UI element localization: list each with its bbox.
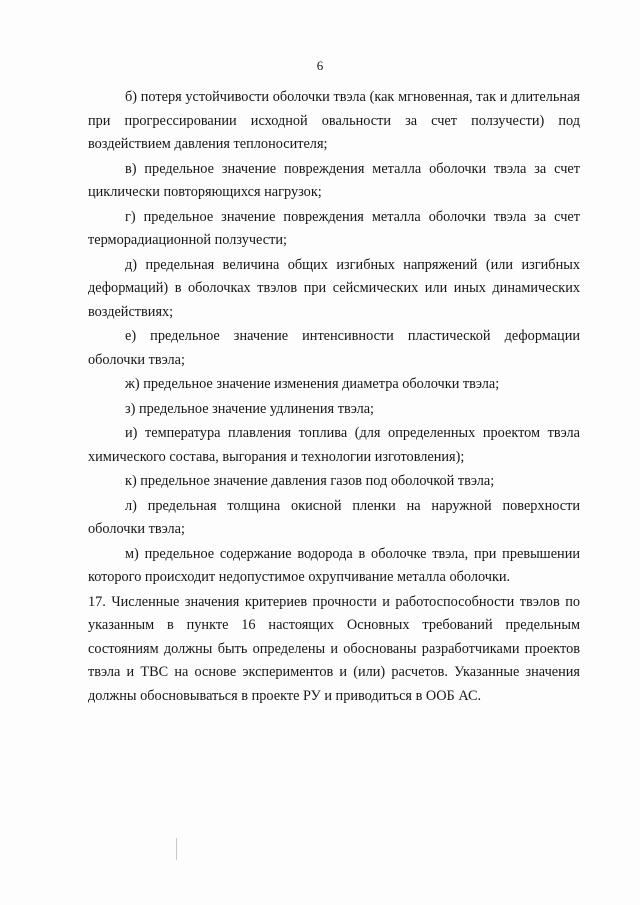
- scan-artifact-line: [176, 838, 177, 860]
- list-item-d: д) предельная величина общих изгибных напряжений (или изгибных деформаций) в оболочках твэлов при сейсмических или иных динамических воздействиях;: [88, 256, 580, 320]
- page-number: 6: [316, 58, 324, 73]
- list-item-e: е) предельное значение интенсивности пластической деформации оболочки твэла;: [88, 328, 580, 368]
- section-17-paragraph: 17. Численные значения критериев прочности и работоспособности твэлов по указанным в пункте 16 настоящих Основных требований предельным состояниям должны быть определены и обоснованы разработчиками проектов твэла и ТВС на основе экспериментов и (или) расчетов. Указанные значения должны обосновываться в проекте РУ и приводиться в ООБ АС.: [88, 593, 580, 704]
- list-item-v: в) предельное значение повреждения металла оболочки твэла за счет циклически повторяющихся нагрузок;: [88, 160, 580, 200]
- list-item-i: и) температура плавления топлива (для определенных проектом твэла химического состава, выгорания и технологии изготовления);: [88, 425, 580, 465]
- list-item-m: м) предельное содержание водорода в оболочке твэла, при превышении которого происходит недопустимое охрупчивание металла оболочки.: [88, 545, 580, 585]
- list-item-b: б) потеря устойчивости оболочки твэла (как мгновенная, так и длительная при прогрессировании исходной овальности за счет ползучести) под воздействием давления теплоносителя;: [88, 89, 580, 152]
- list-item-l: л) предельная толщина окисной пленки на наружной поверхности оболочки твэла;: [88, 497, 580, 537]
- list-item-g: г) предельное значение повреждения металла оболочки твэла за счет терморадиационной ползучести;: [88, 208, 580, 248]
- document-body: [88, 86, 580, 708]
- list-item-z: з) предельное значение удлинения твэла;: [125, 400, 375, 417]
- list-item-k: к) предельное значение давления газов под оболочкой твэла;: [125, 473, 495, 489]
- list-item-zh: ж) предельное значение изменения диаметра оболочки твэла;: [125, 376, 500, 392]
